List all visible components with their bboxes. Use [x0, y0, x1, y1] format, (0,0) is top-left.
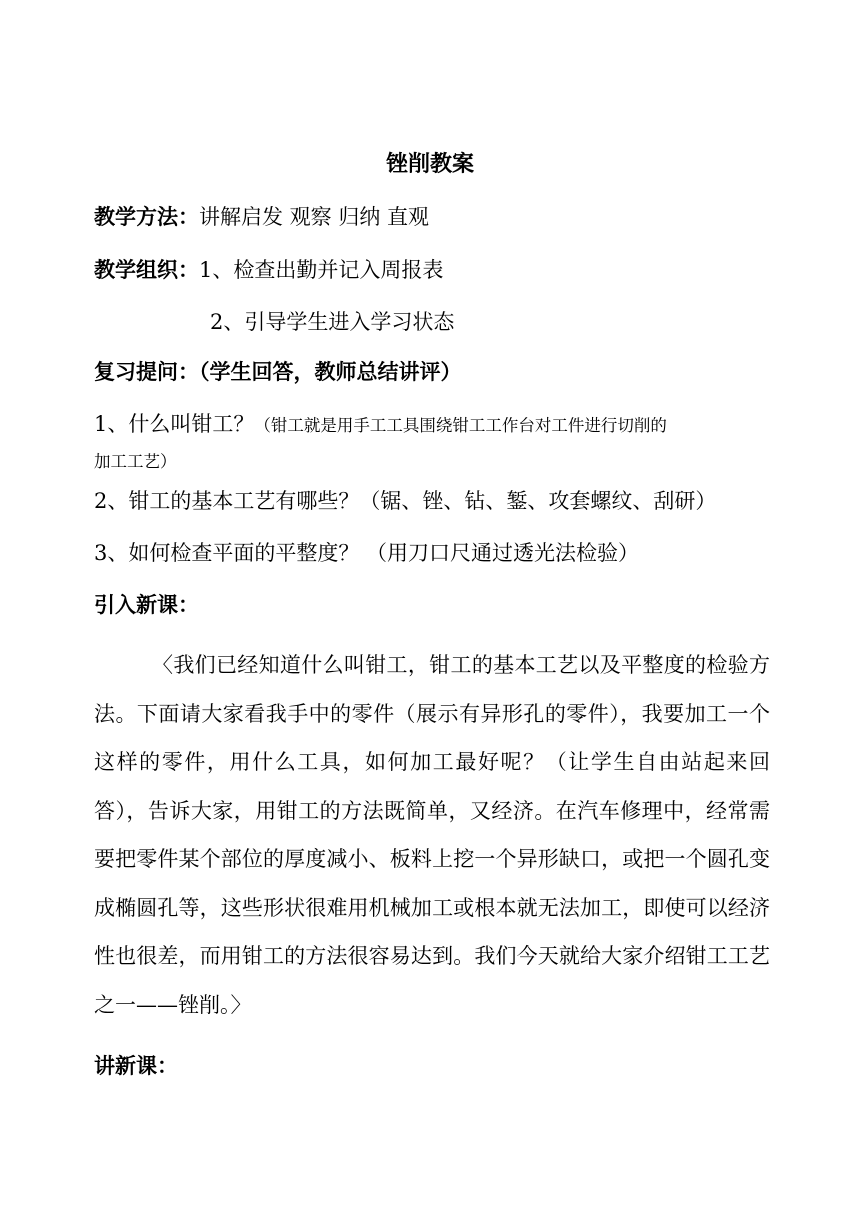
organization-item-1: 1、检查出勤并记入周报表 [199, 258, 444, 282]
intro-heading: 引入新课： [94, 593, 199, 617]
review-question-1-text: 1、什么叫钳工？ [94, 412, 255, 436]
teaching-method-value: 讲解启发 观察 归纳 直观 [199, 205, 430, 229]
document-title: 锉削教案 [385, 152, 474, 177]
review-heading: 复习提问：（学生回答，教师总结讲评） [94, 360, 462, 384]
teaching-method-line [94, 202, 429, 232]
review-question-1 [94, 409, 667, 441]
teaching-organization-label: 教学组织： [94, 258, 199, 282]
teaching-organization-line [94, 255, 443, 285]
teaching-method-label: 教学方法： [94, 205, 199, 229]
intro-paragraph: 〈我们已经知道什么叫钳工，钳工的基本工艺以及平整度的检验方法。下面请大家看我手中的零件（展示有异形孔的零件），我要加工一个这样的零件，用什么工具，如何加工最好呢？（让学生自由站起来回答），告诉大家，用钳工的方法既简单，又经济。在汽车修理中，经常需要把零件某个部位的厚度减小、板料上挖一个异形缺口，或把一个圆孔变成椭圆孔等，这些形状很难用机械加工或根本就无法加工，即使可以经济性也很差，而用钳工的方法很容易达到。我们今天就给大家介绍钳工工艺之一——锉削。〉 [94, 653, 770, 1017]
review-question-2: 2、钳工的基本工艺有哪些？（锯、锉、钻、錾、攻套螺纹、刮研） [94, 489, 717, 513]
organization-item-2: 2、引导学生进入学习状态 [210, 310, 455, 334]
review-answer-1-line-1: （钳工就是用手工工具围绕钳工工作台对工件进行切削的 [254, 416, 667, 435]
review-question-3: 3、如何检查平面的平整度？ （用刀口尺通过透光法检验） [94, 541, 640, 565]
review-answer-1-line-2: 加工工艺） [94, 452, 177, 471]
new-lesson-heading: 讲新课： [94, 1054, 178, 1078]
